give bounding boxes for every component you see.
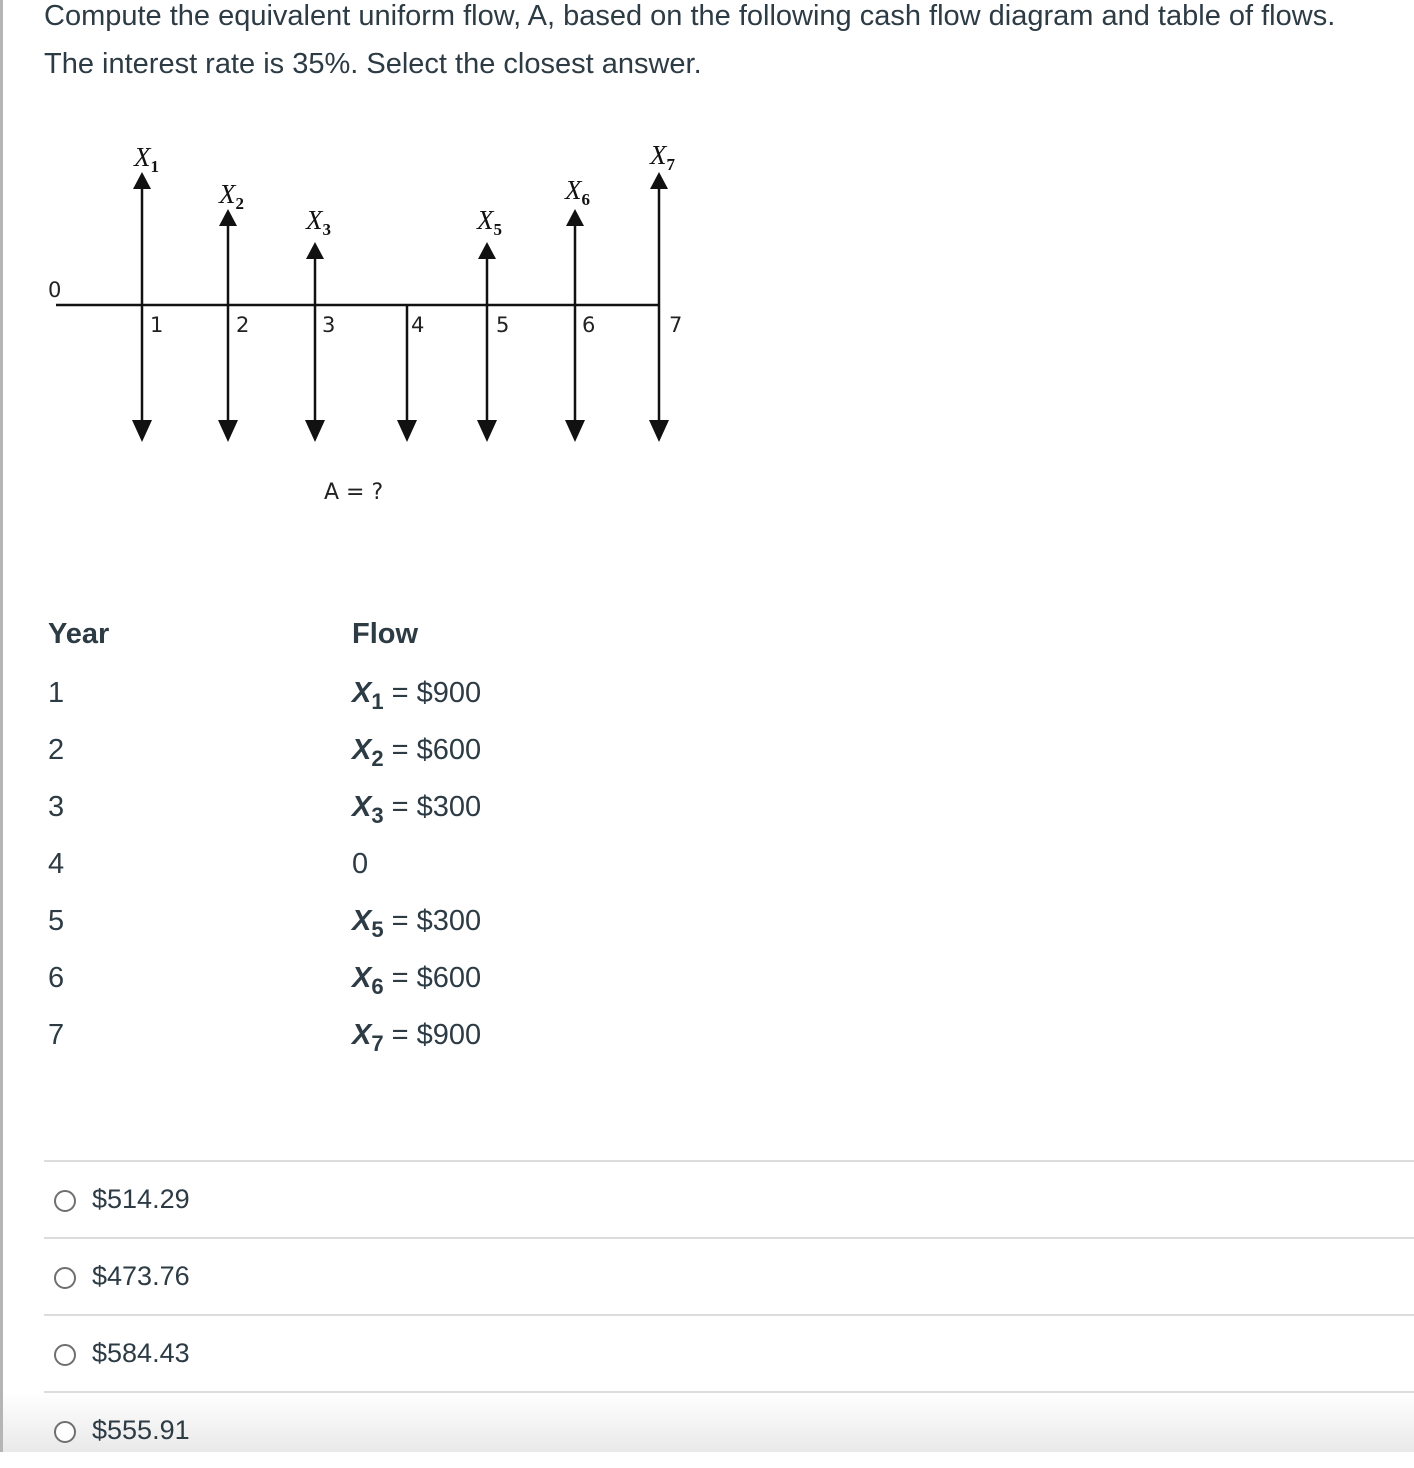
answer-option-3[interactable] bbox=[44, 1314, 1414, 1391]
flow-label-x6: $X_6$ bbox=[565, 175, 590, 209]
radio-button[interactable] bbox=[54, 1190, 76, 1212]
year-header: Year bbox=[48, 618, 110, 650]
table-row: 6 $X_6$ = $600 bbox=[48, 962, 482, 999]
answer-label[interactable]: $514.29 bbox=[92, 1184, 190, 1214]
radio-button[interactable] bbox=[54, 1267, 76, 1289]
answer-label[interactable]: $555.91 bbox=[92, 1415, 190, 1445]
table-row: 4 0 bbox=[48, 848, 369, 880]
flow-header: Flow bbox=[352, 618, 419, 650]
axis-tick-2: 2 bbox=[236, 313, 250, 337]
answer-option-2[interactable] bbox=[44, 1237, 1414, 1314]
axis-tick-6: 6 bbox=[582, 313, 596, 337]
table-row: 7 $X_7$ = $900 bbox=[48, 1019, 482, 1056]
axis-origin-label: 0 bbox=[48, 278, 62, 302]
axis-tick-7: 7 bbox=[669, 313, 683, 337]
question-line-1: Compute the equivalent uniform flow, A, based on the following cash flow diagram and table of flows. bbox=[44, 0, 1336, 32]
radio-button[interactable] bbox=[54, 1421, 76, 1443]
axis-tick-3: 3 bbox=[322, 313, 336, 337]
table-row: 2 $X_2$ = $600 bbox=[48, 734, 482, 771]
question-line-2: The interest rate is 35%. Select the closest answer. bbox=[44, 48, 702, 80]
radio-button[interactable] bbox=[54, 1344, 76, 1366]
table-row: 5 $X_5$ = $300 bbox=[48, 905, 482, 942]
flow-label-x2: $X_2$ bbox=[219, 179, 244, 213]
answer-option-1[interactable] bbox=[44, 1160, 1414, 1237]
cash-flow-diagram-graphic bbox=[0, 0, 720, 540]
answer-label[interactable]: $473.76 bbox=[92, 1261, 190, 1291]
table-row: 1 $X_1$ = $900 bbox=[48, 677, 482, 714]
axis-tick-4: 4 bbox=[411, 313, 425, 337]
flow-table bbox=[48, 614, 648, 1070]
axis-tick-5: 5 bbox=[496, 313, 510, 337]
answer-option-4[interactable] bbox=[44, 1391, 1414, 1468]
flow-table-header bbox=[48, 614, 648, 671]
flow-label-x3: $X_3$ bbox=[306, 205, 331, 239]
flow-label-x1: $X_1$ bbox=[134, 142, 159, 176]
answer-options bbox=[44, 1160, 1414, 1468]
answer-label[interactable]: $584.43 bbox=[92, 1338, 190, 1368]
table-row: 3 $X_3$ = $300 bbox=[48, 791, 482, 828]
flow-label-x5: $X_5$ bbox=[477, 205, 502, 239]
uniform-flow-label: A = ? bbox=[324, 480, 384, 505]
flow-label-x7: $X_7$ bbox=[650, 140, 675, 174]
cash-flow-diagram bbox=[0, 0, 720, 540]
axis-tick-1: 1 bbox=[150, 313, 164, 337]
